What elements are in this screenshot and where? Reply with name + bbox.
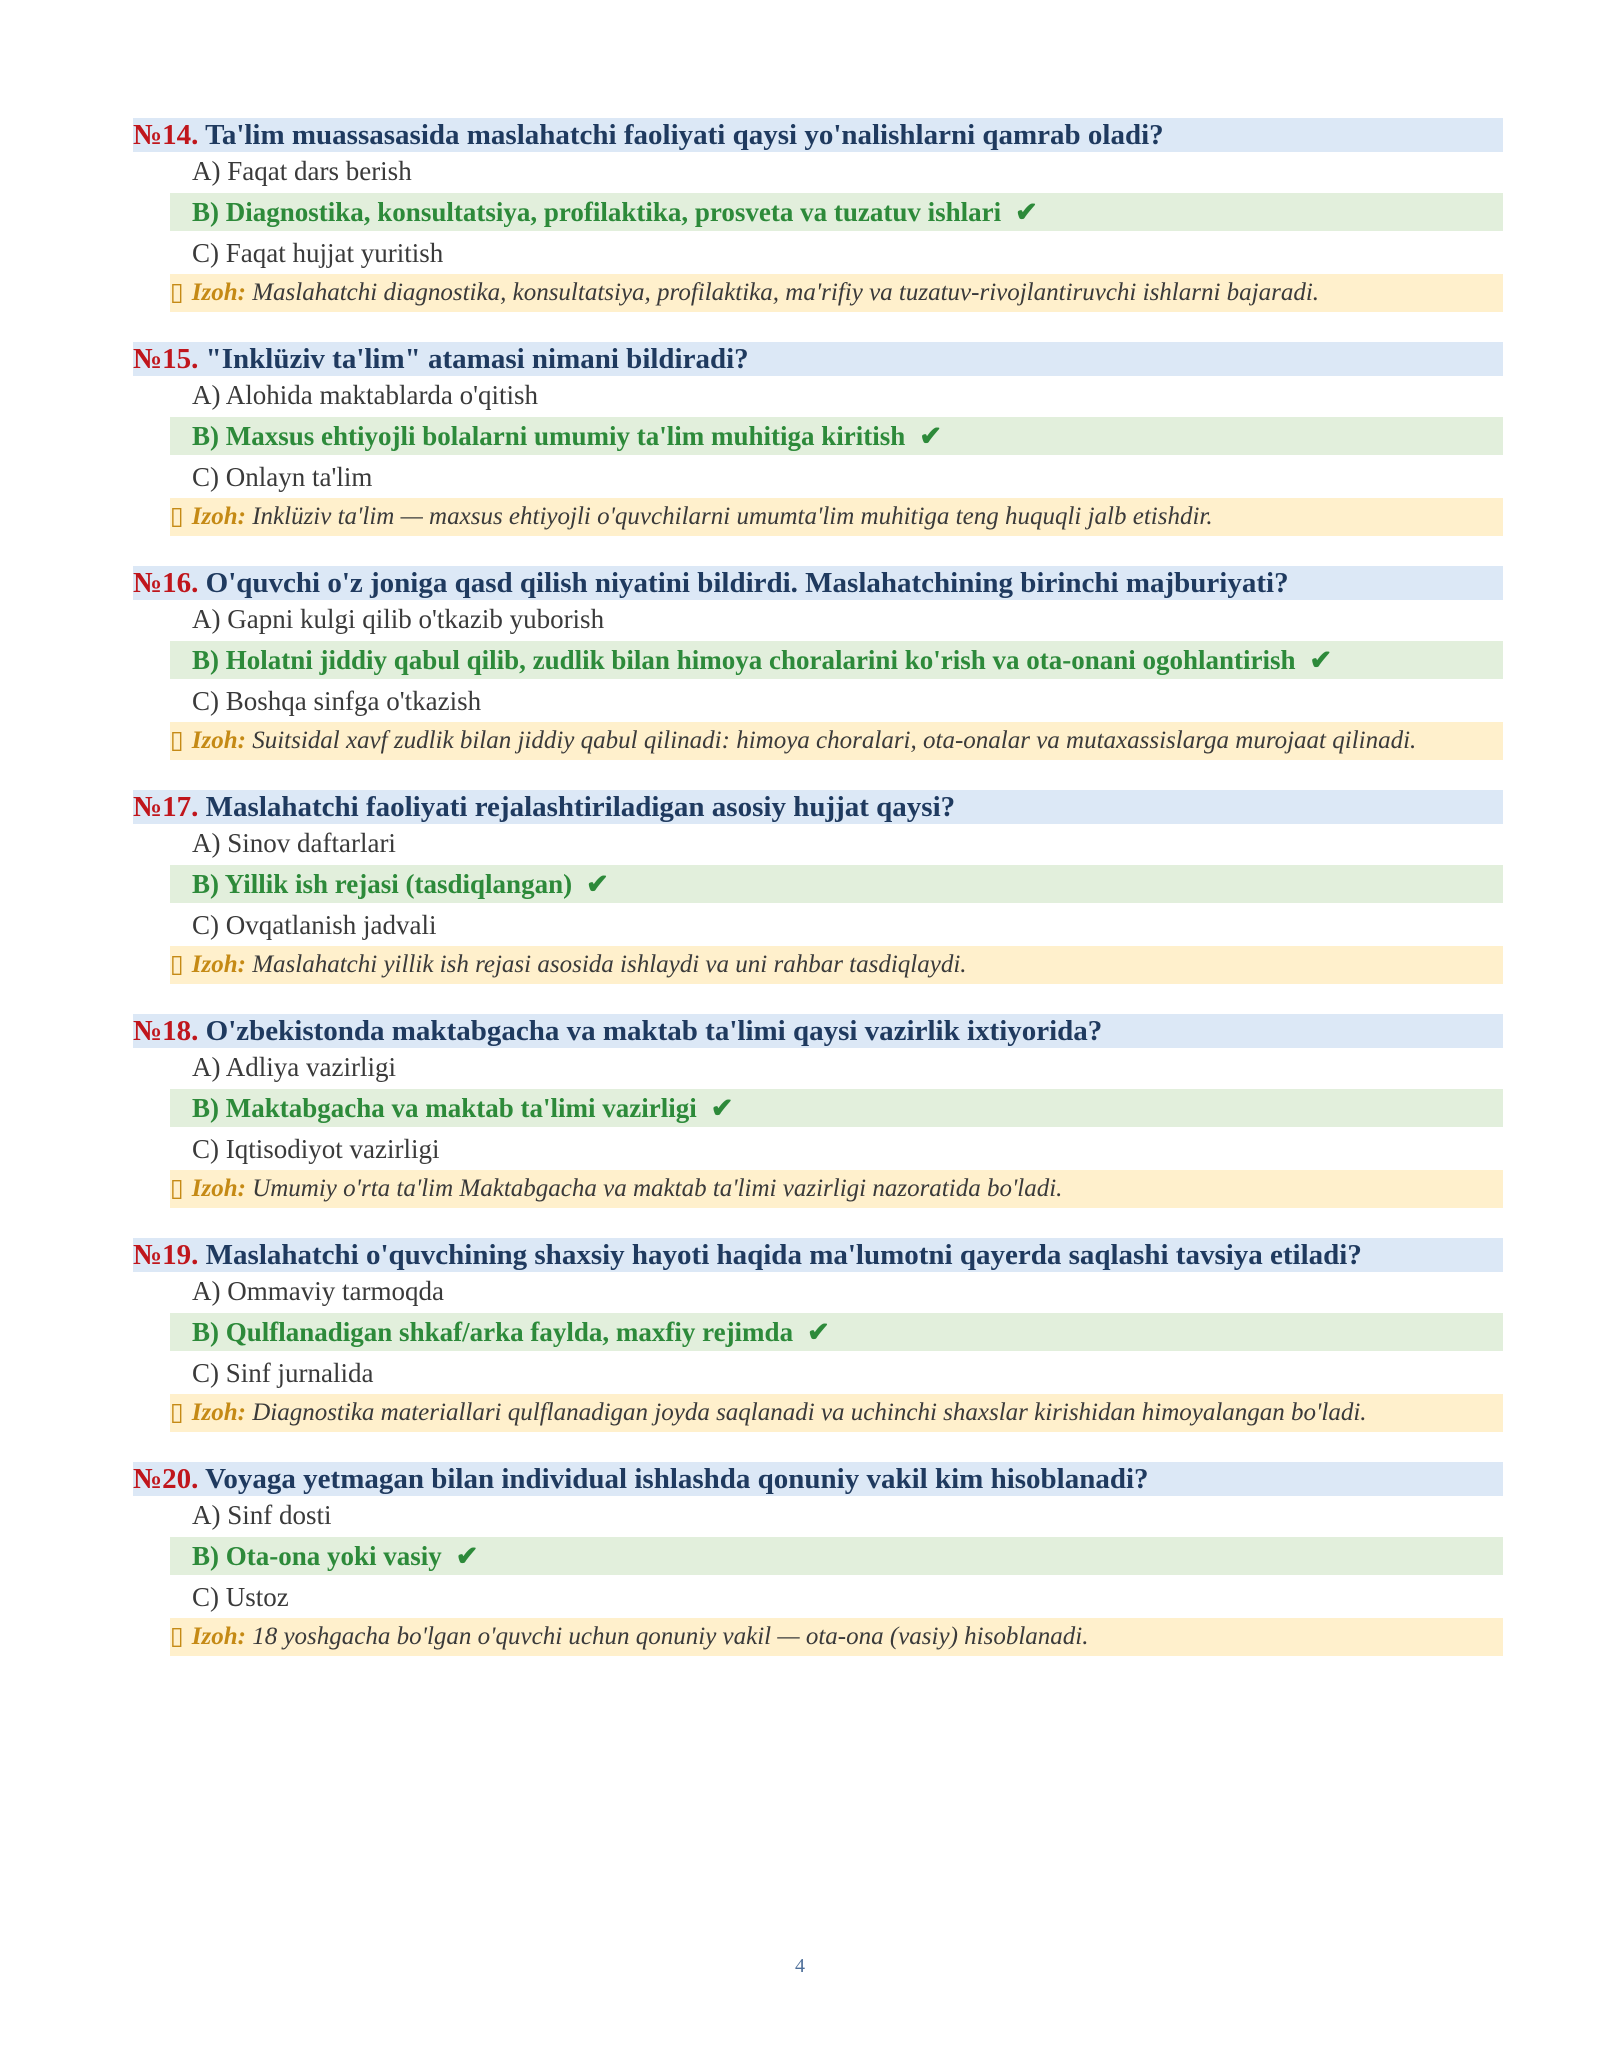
option-a: A) Faqat dars berish: [192, 156, 412, 186]
check-icon: ✔: [455, 1541, 479, 1571]
option-text: B) Holatni jiddiy qabul qilib, zudlik bilan himoya choralarini ko'rish va ota-onani ogohlantirish: [192, 645, 1296, 675]
option-text: B) Diagnostika, konsultatsiya, profilaktika, prosveta va tuzatuv ishlari: [192, 197, 1002, 227]
note-icon: ▯: [170, 279, 184, 306]
check-icon: ✔: [807, 1317, 830, 1347]
explanation-note: [170, 1394, 1503, 1432]
question-15: [133, 342, 1503, 536]
question-17: [133, 790, 1503, 984]
question-heading: [133, 118, 1503, 152]
question-number: №16.: [133, 567, 199, 599]
option-c: C) Sinf jurnalida: [192, 1358, 374, 1388]
page-number: 4: [795, 1955, 805, 1977]
question-heading: [133, 1462, 1503, 1496]
explanation-note: [170, 274, 1503, 312]
question-14: [133, 118, 1503, 312]
question-19: [133, 1238, 1503, 1432]
check-icon: ✔: [1309, 645, 1333, 675]
question-number: №14.: [133, 119, 199, 151]
note-icon: ▯: [170, 1623, 184, 1650]
option-b-correct: [170, 193, 1503, 231]
option-b-correct: [170, 1313, 1503, 1351]
question-number: №19.: [133, 1239, 199, 1271]
explanation-note: [170, 1170, 1503, 1208]
option-a: A) Sinov daftarlari: [192, 828, 396, 858]
question-number: №18.: [133, 1015, 199, 1047]
question-number: №20.: [133, 1463, 199, 1495]
option-b-correct: [170, 417, 1503, 455]
note-icon: ▯: [170, 1399, 184, 1426]
check-icon: ✔: [586, 869, 609, 899]
option-b-correct: [170, 865, 1503, 903]
question-text: Ta'lim muassasasida maslahatchi faoliyati qaysi yo'nalishlarni qamrab oladi?: [205, 119, 1164, 151]
question-heading: [133, 342, 1503, 376]
explanation-note: [170, 722, 1503, 760]
question-list: [133, 118, 1503, 1686]
option-text: B) Maktabgacha va maktab ta'limi vazirligi: [192, 1093, 697, 1123]
option-a: A) Alohida maktablarda o'qitish: [192, 380, 539, 410]
note-label: Izoh:: [191, 1175, 246, 1202]
option-text: B) Qulflanadigan shkaf/arka faylda, maxfiy rejimda: [192, 1317, 794, 1347]
question-text: Maslahatchi o'quvchining shaxsiy hayoti haqida ma'lumotni qayerda saqlashi tavsiya etiladi?: [205, 1239, 1362, 1271]
note-text: Umumiy o'rta ta'lim Maktabgacha va maktab ta'limi vazirligi nazoratida bo'ladi.: [252, 1175, 1063, 1202]
question-text: O'quvchi o'z joniga qasd qilish niyatini bildirdi. Maslahatchining birinchi majburiyati?: [205, 567, 1289, 599]
question-heading: [133, 790, 1503, 824]
note-text: 18 yoshgacha bo'lgan o'quvchi uchun qonuniy vakil — ota-ona (vasiy) hisoblanadi.: [252, 1623, 1089, 1650]
note-label: Izoh:: [191, 503, 246, 530]
note-icon: ▯: [170, 727, 184, 754]
option-a: A) Gapni kulgi qilib o'tkazib yuborish: [192, 604, 605, 634]
note-icon: ▯: [170, 951, 184, 978]
option-c: C) Ustoz: [192, 1582, 289, 1612]
note-text: Suitsidal xavf zudlik bilan jiddiy qabul qilinadi: himoya choralari, ota-onalar va mutaxassislarga murojaat qilinadi.: [252, 727, 1417, 754]
question-number: №17.: [133, 791, 199, 823]
note-label: Izoh:: [191, 951, 246, 978]
question-text: O'zbekistonda maktabgacha va maktab ta'limi qaysi vazirlik ixtiyorida?: [205, 1015, 1103, 1047]
note-text: Maslahatchi diagnostika, konsultatsiya, profilaktika, ma'rifiy va tuzatuv-rivojlantiruvchi ishlarni bajaradi.: [252, 279, 1320, 306]
note-text: Inklüziv ta'lim — maxsus ehtiyojli o'quvchilarni umumta'lim muhitiga teng huquqli jalb etishdir.: [252, 503, 1213, 530]
question-heading: [133, 566, 1503, 600]
question-number: №15.: [133, 343, 199, 375]
check-icon: ✔: [710, 1093, 734, 1123]
question-text: Maslahatchi faoliyati rejalashtiriladigan asosiy hujjat qaysi?: [205, 791, 956, 823]
question-text: "Inklüziv ta'lim" atamasi nimani bildiradi?: [205, 343, 749, 375]
explanation-note: [170, 498, 1503, 536]
option-b-correct: [170, 1537, 1503, 1575]
note-label: Izoh:: [191, 1623, 246, 1650]
explanation-note: [170, 1618, 1503, 1656]
question-16: [133, 566, 1503, 760]
note-label: Izoh:: [191, 279, 246, 306]
question-heading: [133, 1014, 1503, 1048]
option-a: A) Adliya vazirligi: [192, 1052, 396, 1082]
note-text: Maslahatchi yillik ish rejasi asosida ishlaydi va uni rahbar tasdiqlaydi.: [252, 951, 967, 978]
question-20: [133, 1462, 1503, 1656]
note-label: Izoh:: [191, 727, 246, 754]
explanation-note: [170, 946, 1503, 984]
option-c: C) Onlayn ta'lim: [192, 462, 373, 492]
option-text: B) Yillik ish rejasi (tasdiqlangan): [192, 869, 573, 899]
question-text: Voyaga yetmagan bilan individual ishlashda qonuniy vakil kim hisoblanadi?: [205, 1463, 1149, 1495]
option-a: A) Ommaviy tarmoqda: [192, 1276, 444, 1306]
note-icon: ▯: [170, 503, 184, 530]
option-c: C) Ovqatlanish jadvali: [192, 910, 437, 940]
option-text: B) Maxsus ehtiyojli bolalarni umumiy ta'lim muhitiga kiritish: [192, 421, 906, 451]
note-text: Diagnostika materiallari qulflanadigan joyda saqlanadi va uchinchi shaxslar kirishidan himoyalangan bo'ladi.: [252, 1399, 1367, 1426]
note-label: Izoh:: [191, 1399, 246, 1426]
check-icon: ✔: [1015, 197, 1038, 227]
question-heading: [133, 1238, 1503, 1272]
question-18: [133, 1014, 1503, 1208]
option-a: A) Sinf dosti: [192, 1500, 332, 1530]
option-text: B) Ota-ona yoki vasiy: [192, 1541, 442, 1571]
option-b-correct: [170, 641, 1503, 679]
option-c: C) Iqtisodiyot vazirligi: [192, 1134, 440, 1164]
option-b-correct: [170, 1089, 1503, 1127]
note-icon: ▯: [170, 1175, 184, 1202]
option-c: C) Boshqa sinfga o'tkazish: [192, 686, 482, 716]
check-icon: ✔: [919, 421, 942, 451]
option-c: C) Faqat hujjat yuritish: [192, 238, 444, 268]
